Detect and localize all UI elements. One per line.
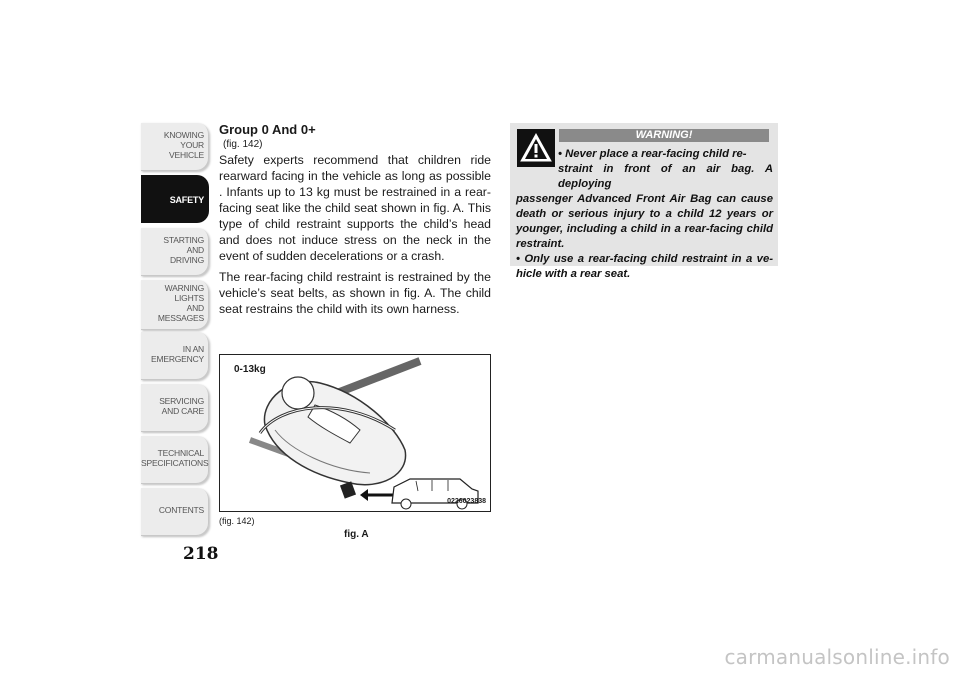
- warning-title: WARNING!: [559, 129, 769, 142]
- tab-knowing-your-vehicle[interactable]: KNOWING YOUR VEHICLE: [141, 123, 209, 171]
- infant-head: [282, 377, 314, 409]
- warning-paragraph: • Only use a rear-facing child restraint in a ve-hicle with a rear seat.: [516, 253, 773, 280]
- page-number: 218: [183, 544, 219, 564]
- figure-label: fig. A: [344, 529, 369, 540]
- paragraph: Safety experts recommend that children ride rearward facing in the vehicle as long as possible . Infants up to 13 kg must be restrained in a rear-facing seat like the child seat shown in fig. A. This type of child restraint supports the child’s head and does not induce stress on the neck in the event of sudden decelerations or a crash.: [219, 153, 491, 263]
- tab-safety[interactable]: SAFETY: [141, 175, 209, 223]
- figure-reference: (fig. 142): [223, 139, 263, 150]
- watermark: carmanualsonline.info: [724, 645, 950, 669]
- warning-line: • Never place a rear-facing child re-: [558, 148, 747, 160]
- tab-in-an-emergency[interactable]: IN AN EMERGENCY: [141, 332, 209, 380]
- image-code: 0226023838: [447, 498, 486, 505]
- warning-box: [510, 123, 778, 280]
- child-seat-drawing: [220, 355, 491, 512]
- tab-starting-and-driving[interactable]: STARTING AND DRIVING: [141, 228, 209, 276]
- paragraph: The rear-facing child restraint is restrained by the vehicle’s seat belts, as shown in fig. A. The child seat restrains the child with its own harness.: [219, 270, 491, 316]
- body-text: [219, 152, 491, 322]
- warning-paragraph: passenger Advanced Front Air Bag can cause death or serious injury to a child 12 years or younger, including a child in a rear-facing child restraint.: [516, 193, 773, 250]
- tab-technical-specifications[interactable]: TECHNICAL SPECIFICATIONS: [141, 436, 209, 484]
- tab-warning-lights-and-messages[interactable]: WARNING LIGHTS AND MESSAGES: [141, 280, 209, 330]
- direction-arrow: [360, 489, 368, 501]
- figure-caption: (fig. 142): [219, 516, 255, 526]
- section-heading: Group 0 And 0+: [219, 122, 316, 137]
- tab-servicing-and-care[interactable]: SERVICING AND CARE: [141, 384, 209, 432]
- warning-line: straint in front of an air bag. A deploying: [558, 163, 773, 190]
- warning-text: [516, 147, 773, 282]
- weight-label: 0-13kg: [234, 364, 266, 375]
- tab-contents[interactable]: CONTENTS: [141, 488, 209, 536]
- figure-illustration: [219, 354, 491, 512]
